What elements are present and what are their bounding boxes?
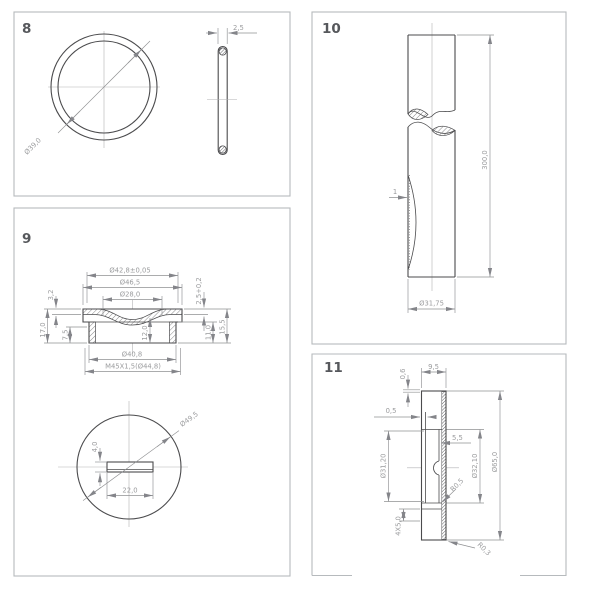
panel-9-label: 9 bbox=[22, 231, 32, 247]
dim-flange-width: 9,5 bbox=[428, 363, 439, 371]
dim-cap-thread-len: 7,5 bbox=[61, 329, 70, 341]
dim-cap-right-a: 11,0 bbox=[204, 324, 213, 341]
dim-cap-d3: Ø28,0 bbox=[119, 290, 141, 299]
dim-slot-w-text: 22,0 bbox=[122, 486, 138, 495]
dim-bore1 bbox=[380, 431, 425, 502]
dim-cap-d1: Ø42,8±0,05 bbox=[109, 266, 151, 275]
dim-cap-height: 17,0 bbox=[39, 322, 47, 338]
dim-flange-bore1: Ø31,20 bbox=[379, 453, 388, 479]
dims-left bbox=[39, 290, 87, 343]
dim-slot-h-text: 4,0 bbox=[91, 441, 99, 453]
panel-10-label: 10 bbox=[322, 21, 341, 37]
dim-od bbox=[408, 279, 455, 313]
flange-wall-hatch bbox=[442, 392, 446, 540]
panel-9 bbox=[14, 208, 290, 576]
dim-rod-od: Ø31,75 bbox=[419, 299, 444, 308]
thread-hatch-left bbox=[89, 322, 96, 343]
dim-flange-rad2: R0,3 bbox=[475, 540, 493, 558]
dims-right bbox=[178, 277, 231, 343]
dim-oring-cs: 2,5 bbox=[233, 24, 244, 32]
dim-width bbox=[422, 363, 447, 388]
dim-rad2 bbox=[449, 541, 493, 558]
dim-flange-step: 5,5 bbox=[452, 434, 463, 442]
dim-flange-lip: 0,6 bbox=[399, 368, 407, 380]
dim-flange-rad1: R0,5 bbox=[448, 476, 466, 494]
panel-8-label: 8 bbox=[22, 21, 32, 37]
dim-length bbox=[457, 35, 494, 277]
panel-11-label: 11 bbox=[324, 360, 343, 376]
dim-flange-bore2: Ø32,10 bbox=[471, 453, 479, 479]
panel-8-border bbox=[14, 12, 290, 196]
panel-11 bbox=[312, 354, 566, 576]
dim-cap-tol: 2,5+0,2 bbox=[195, 277, 203, 305]
dim-flat bbox=[389, 188, 407, 198]
dim-rod-length: 300,0 bbox=[481, 150, 489, 170]
dim-lip bbox=[399, 369, 420, 407]
panel-10-border bbox=[312, 12, 566, 344]
dim-cross-section bbox=[206, 24, 257, 44]
dim-plan-od-text: Ø49,5 bbox=[178, 410, 200, 429]
cap-plan-view bbox=[58, 401, 200, 527]
dim-cap-right-b: 15,5 bbox=[218, 319, 227, 335]
dim-cap-thread: M45X1,5(Ø44,8) bbox=[105, 362, 161, 371]
flange-section-view bbox=[374, 363, 504, 557]
dim-slot-width bbox=[107, 473, 153, 499]
break-hatch-upper bbox=[408, 109, 428, 120]
panel-9-border bbox=[14, 208, 290, 576]
dim-cap-bot-a: Ø40,8 bbox=[121, 350, 143, 359]
dim-flange-od: Ø65,0 bbox=[491, 451, 499, 473]
cap-section-view bbox=[39, 267, 231, 376]
oring-side-view bbox=[206, 24, 257, 155]
dim-cap-d2: Ø46,5 bbox=[119, 278, 141, 287]
dim-cap-depth: 12,0 bbox=[141, 325, 149, 341]
oring-front-view bbox=[23, 31, 160, 156]
rod-view bbox=[389, 23, 494, 313]
dim-od-diagonal bbox=[23, 41, 150, 156]
dim-rod-flat: 1 bbox=[392, 188, 398, 196]
panel-10 bbox=[312, 12, 566, 344]
dim-holes bbox=[395, 509, 421, 536]
panel-8 bbox=[14, 12, 290, 196]
break-hatch-lower bbox=[432, 126, 455, 135]
dim-flange-holes: 4X5,0 bbox=[394, 516, 403, 536]
dim-slot-height bbox=[91, 442, 106, 486]
thread-hatch-right bbox=[170, 322, 177, 343]
dim-cap-lip: 3,2 bbox=[47, 289, 55, 301]
dim-flange-wall: 0,5 bbox=[385, 407, 397, 415]
dim-oring-od: Ø39,0 bbox=[22, 136, 43, 157]
